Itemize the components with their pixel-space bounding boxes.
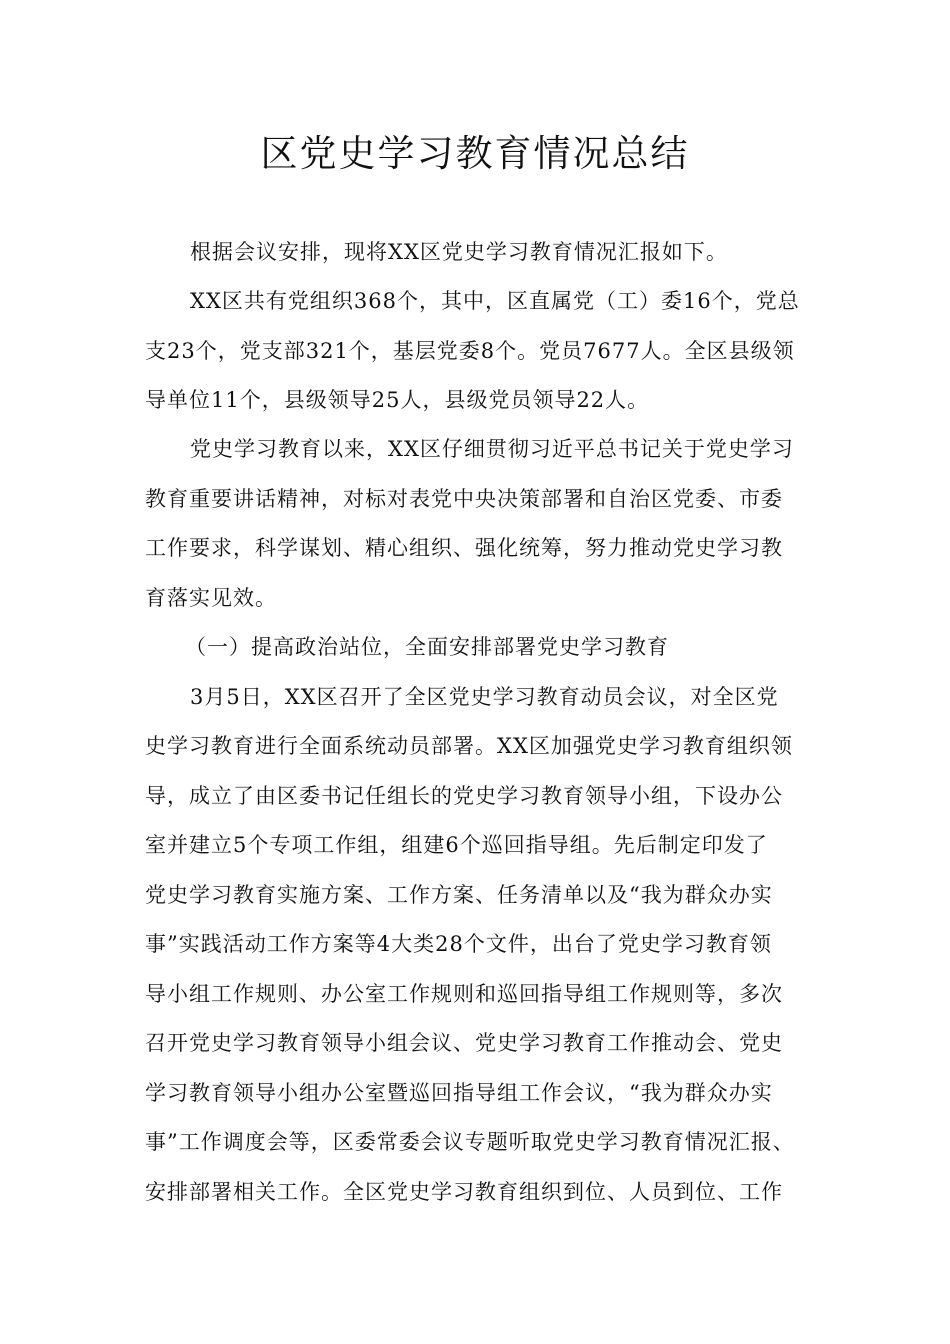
paragraph-line: 根据会议安排，现将XX区党史学习教育情况汇报如下。 [190,240,728,264]
paragraph-line: 导单位11个，县级领导25人，县级党员领导22人。 [145,388,650,412]
paragraph-line: 事”实践活动工作方案等4大类28个文件，出台了党史学习教育领 [145,932,772,956]
paragraph-line: 工作要求，科学谋划、精心组织、强化统筹，努力推动党史学习教 [145,536,783,560]
paragraph-line: 党史学习教育实施方案、工作方案、任务清单以及“我为群众办实 [145,883,773,907]
paragraph-line: 支23个，党支部321个，基层党委8个。党员7677人。全区县级领 [145,339,795,363]
paragraph-line: 史学习教育进行全面系统动员部署。XX区加强党史学习教育组织领 [145,734,793,758]
paragraph-line: 育落实见效。 [145,586,277,610]
paragraph-line: 导小组工作规则、办公室工作规则和巡回指导组工作规则等，多次 [145,982,783,1006]
paragraph-line: 事”工作调度会等，区委常委会议专题听取党史学习教育情况汇报、 [145,1130,795,1154]
paragraph-line: 学习教育领导小组办公室暨巡回指导组工作会议，“我为群众办实 [145,1081,773,1105]
paragraph-line: 党史学习教育以来，XX区仔细贯彻习近平总书记关于党史学习 [190,437,794,461]
section-heading: （一）提高政治站位，全面安排部署党史学习教育 [185,635,669,659]
paragraph-line: 室并建立5个专项工作组，组建6个巡回指导组。先后制定印发了 [145,833,768,857]
document-title: 区党史学习教育情况总结 [260,132,690,175]
paragraph-line: 召开党史学习教育领导小组会议、党史学习教育工作推动会、党史 [145,1031,783,1055]
paragraph-line: 安排部署相关工作。全区党史学习教育组织到位、人员到位、工作 [145,1180,783,1204]
paragraph-line: XX区共有党组织368个，其中，区直属党（工）委16个，党总 [190,289,800,313]
paragraph-line: 教育重要讲话精神，对标对表党中央决策部署和自治区党委、市委 [145,487,783,511]
paragraph-line: 3月5日，XX区召开了全区党史学习教育动员会议，对全区党 [190,685,779,709]
paragraph-line: 导，成立了由区委书记任组长的党史学习教育领导小组，下设办公 [145,784,783,808]
